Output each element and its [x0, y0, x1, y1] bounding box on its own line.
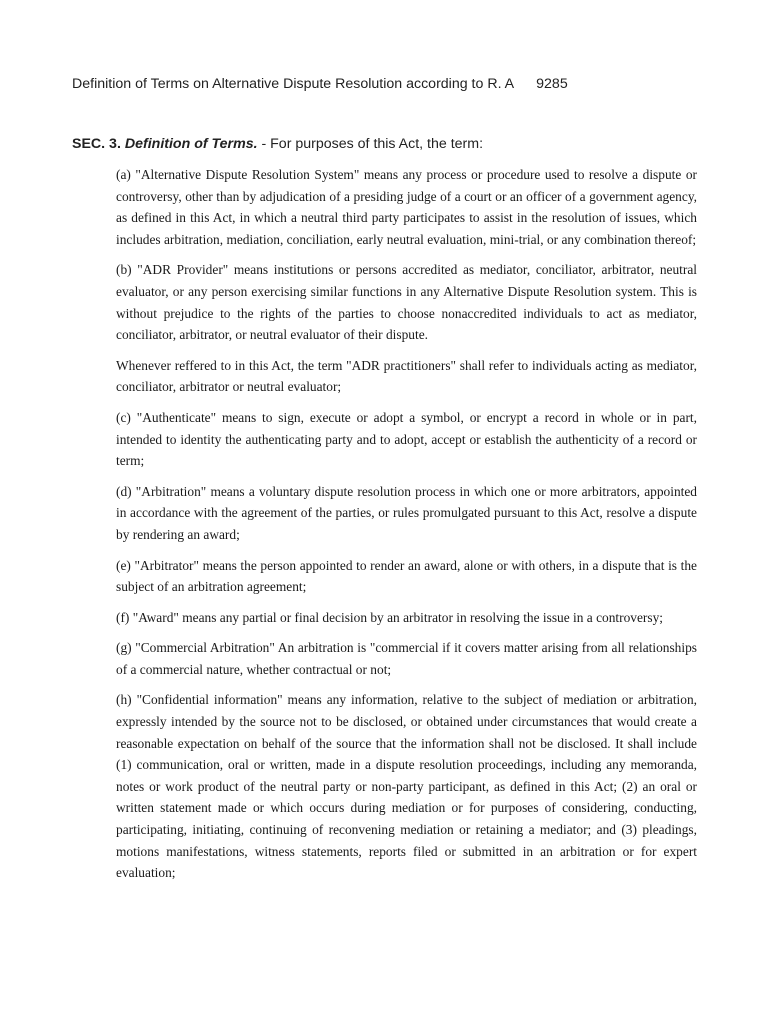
paragraph-adr-practitioners: Whenever reffered to in this Act, the term "ADR practitioners" shall refer to individuals acting as mediator, conciliator, arbitrator or neutral evaluator;	[116, 357, 697, 395]
section-number: SEC. 3.	[72, 136, 121, 152]
paragraph-b: (b) "ADR Provider" means institutions or persons accredited as mediator, conciliator, arbitrator, neutral evaluator, or any person exercising similar functions in any Alternative Dispute Resolution system. This is without prejudice to the rights of the parties to choose nonaccredited individuals to act as mediator, conciliator, arbitrator, or neutral evaluator of their dispute.	[116, 262, 697, 343]
paragraph-g: (g) "Commercial Arbitration" An arbitration is "commercial if it covers matter arising from all relationships of a commercial nature, whether contractual or not;	[116, 640, 697, 677]
paragraph-e: (e) "Arbitrator" means the person appointed to render an award, alone or with others, in a dispute that is the subject of an arbitration agreement;	[116, 557, 697, 595]
paragraph-h: (h) "Confidential information" means any information, relative to the subject of mediation or arbitration, expressly intended by the source not to be disclosed, or obtained under circumstances that would create a reasonable expectation on behalf of the source that the information shall not be disclosed. It shall include (1) communication, oral or written, made in a dispute resolution proceedings, including any memoranda, notes or work product of the neutral party or non-party participant, as defined in this Act; (2) an oral or written statement made or which occurs during mediation or for purposes of considering, conducting, participating, initiating, continuing of reconvening mediation or retaining a mediator; and (3) pleadings, motions manifestations, witness statements, reports filed or submitted in an arbitration or for expert evaluation;	[116, 692, 697, 881]
document-title-number: 9285	[536, 76, 568, 92]
section-intro: - For purposes of this Act, the term:	[257, 136, 484, 152]
paragraph-c: (c) "Authenticate" means to sign, execute or adopt a symbol, or encrypt a record in whole or in part, intended to identity the authenticating party and to adopt, accept or establish the authenticity of a record or term;	[116, 409, 697, 469]
document-title-text: Definition of Terms on Alternative Dispute Resolution according to R. A	[72, 76, 515, 92]
section-title: Definition of Terms.	[124, 136, 258, 152]
paragraph-a: (a) "Alternative Dispute Resolution System" means any process or procedure used to resolve a dispute or controversy, other than by adjudication of a presiding judge of a court or an officer of a government agency, as defined in this Act, in which a neutral third party participates to assist in the resolution of issues, which includes arbitration, mediation, conciliation, early neutral evaluation, mini-trial, or any combination thereof;	[116, 167, 697, 247]
paragraph-f: (f) "Award" means any partial or final decision by an arbitrator in resolving the issue in a controversy;	[116, 609, 664, 625]
section-body	[116, 164, 697, 893]
paragraph-d: (d) "Arbitration" means a voluntary dispute resolution process in which one or more arbitrators, appointed in accordance with the agreement of the parties, or rules promulgated pursuant to this Act, resolve a dispute by rendering an award;	[116, 483, 697, 542]
document-title	[72, 74, 568, 94]
section-heading	[72, 134, 483, 154]
